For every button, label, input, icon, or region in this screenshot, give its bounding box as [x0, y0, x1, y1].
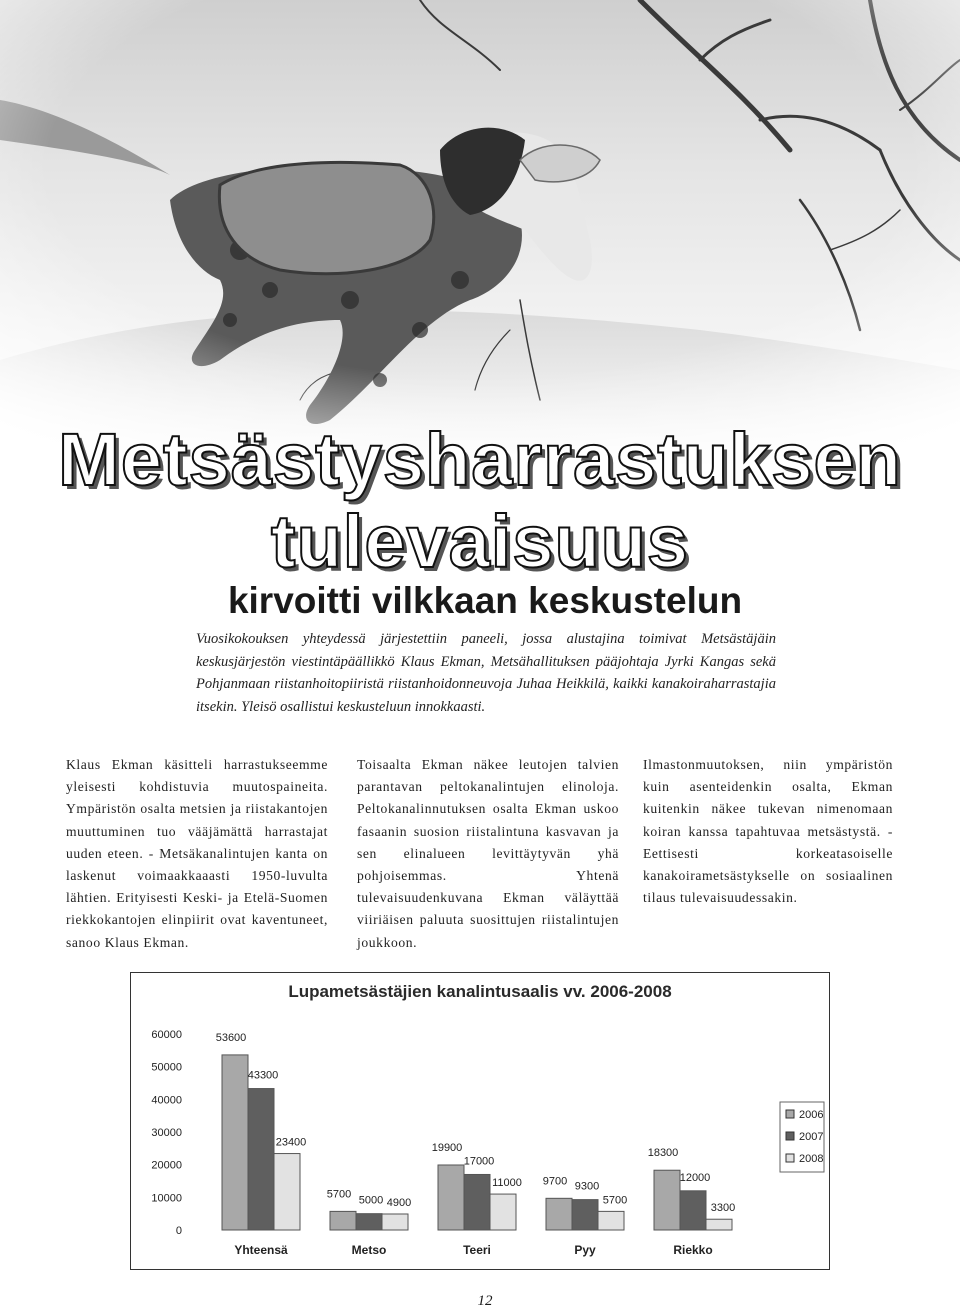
y-tick-label: 40000 — [151, 1094, 182, 1107]
hero-photo — [0, 0, 960, 470]
data-label: 5700 — [602, 1194, 628, 1207]
y-tick-label: 0 — [175, 1225, 182, 1237]
category-label: Teeri — [463, 1243, 491, 1257]
data-label: 53600 — [215, 1031, 247, 1044]
bar — [248, 1089, 274, 1230]
bar — [222, 1055, 248, 1230]
page-number: 12 — [477, 1293, 493, 1309]
bar — [654, 1170, 680, 1230]
category-label: Pyy — [574, 1243, 596, 1257]
title-line-1: Metsästysharrastuksen — [58, 418, 902, 501]
data-label: 23400 — [275, 1136, 307, 1149]
bar — [572, 1200, 598, 1230]
bar — [680, 1191, 706, 1230]
bar — [598, 1211, 624, 1230]
legend-label: 2006 — [799, 1109, 824, 1121]
data-label: 43300 — [247, 1069, 279, 1082]
legend-label: 2007 — [799, 1131, 824, 1143]
data-label: 12000 — [679, 1171, 711, 1184]
bar — [330, 1211, 356, 1230]
y-tick-label: 10000 — [151, 1192, 182, 1205]
category-label: Riekko — [673, 1243, 713, 1257]
data-label: 5000 — [358, 1194, 384, 1207]
chart-title: Lupametsästäjien kanalintusaalis vv. 2006-2008 — [288, 982, 672, 1001]
bar — [274, 1154, 300, 1230]
bar — [546, 1198, 572, 1230]
data-label: 3300 — [710, 1202, 736, 1215]
legend-swatch — [786, 1132, 794, 1140]
data-label: 4900 — [386, 1196, 412, 1209]
bar — [464, 1174, 490, 1230]
body-column-1 — [66, 754, 328, 954]
bar — [490, 1194, 516, 1230]
title-line-2: tulevaisuus — [270, 500, 690, 583]
category-label: Metso — [351, 1243, 387, 1257]
legend-swatch — [786, 1110, 794, 1118]
bar — [706, 1219, 732, 1230]
paragraph: Ilmastonmuutoksen, niin ympäristön kuin asenteidenkin osalta, Ekman kuitenkin näkee tukevan nimenomaan koiran kanssa tapahtuvaa metsästystä. - Eettisesti korkeatasoiselle kanakoirametsästykselle on sosiaalinen tilaus tulevaisuudessakin. — [643, 757, 893, 906]
bar — [382, 1214, 408, 1230]
body-column-2 — [357, 754, 619, 954]
bar-chart — [130, 972, 830, 1270]
legend-label: 2008 — [799, 1153, 824, 1165]
paragraph: Toisaalta Ekman näkee leutojen talvien parantavan peltokanalintujen elinoloja. Peltokanalinnutuksen osalta Ekman uskoo fasaanin suosion riistalintuna kasvavan ja sen elinalueen levittäytyvän yhä pohjoisemmas. Yhtenä tulevaisuudenkuvana Ekman väläyttää viiriäisen paluuta suosittujen riistalintujen joukkoon. — [357, 757, 619, 950]
category-label: Yhteensä — [234, 1243, 288, 1257]
data-label: 18300 — [647, 1147, 679, 1160]
paragraph: Klaus Ekman käsitteli harrastukseemme yleisesti kohdistuvia muutospaineita. Ympäristön osalta metsien ja riistakantojen muuttuminen tuo vääjämättä harrastajat uuden eteen. - Metsäkanalintujen kanta on laskenut voimaakkaaasti 1950-luvulta lähtien. Erityisesti Keski- ja Etelä-Suomen riekkokantojen elinpiirit ovat kaventuneet, sanoo Klaus Ekman. — [66, 757, 328, 950]
y-tick-label: 60000 — [151, 1029, 182, 1041]
y-tick-label: 30000 — [151, 1127, 182, 1139]
data-label: 17000 — [463, 1155, 495, 1168]
data-label: 11000 — [492, 1177, 522, 1190]
subtitle: kirvoitti vilkkaan keskustelun — [227, 580, 743, 621]
data-label: 9300 — [574, 1180, 600, 1193]
legend-swatch — [786, 1154, 794, 1162]
y-tick-label: 50000 — [151, 1061, 182, 1074]
data-label: 9700 — [542, 1175, 568, 1188]
bar — [356, 1214, 382, 1230]
data-label: 5700 — [326, 1188, 352, 1201]
data-label: 19900 — [431, 1141, 463, 1154]
bar — [438, 1165, 464, 1230]
y-tick-label: 20000 — [151, 1159, 182, 1172]
lead-paragraph: Vuosikokouksen yhteydessä järjestettiin paneeli, jossa alustajina toimivat Metsästäjäin keskusjärjestön viestintäpäällikkö Klaus Ekman, Metsähallituksen pääjohtaja Jyrki Kangas sekä Pohjanmaan riistanhoitopiiristä riistanhoidonneuvoja Juhaa Heikkilä, kaikki kanakoiraharrastajia itsekin. Yleisö osallistui keskusteluun innokkaasti. — [196, 631, 776, 715]
body-column-3 — [643, 754, 893, 909]
